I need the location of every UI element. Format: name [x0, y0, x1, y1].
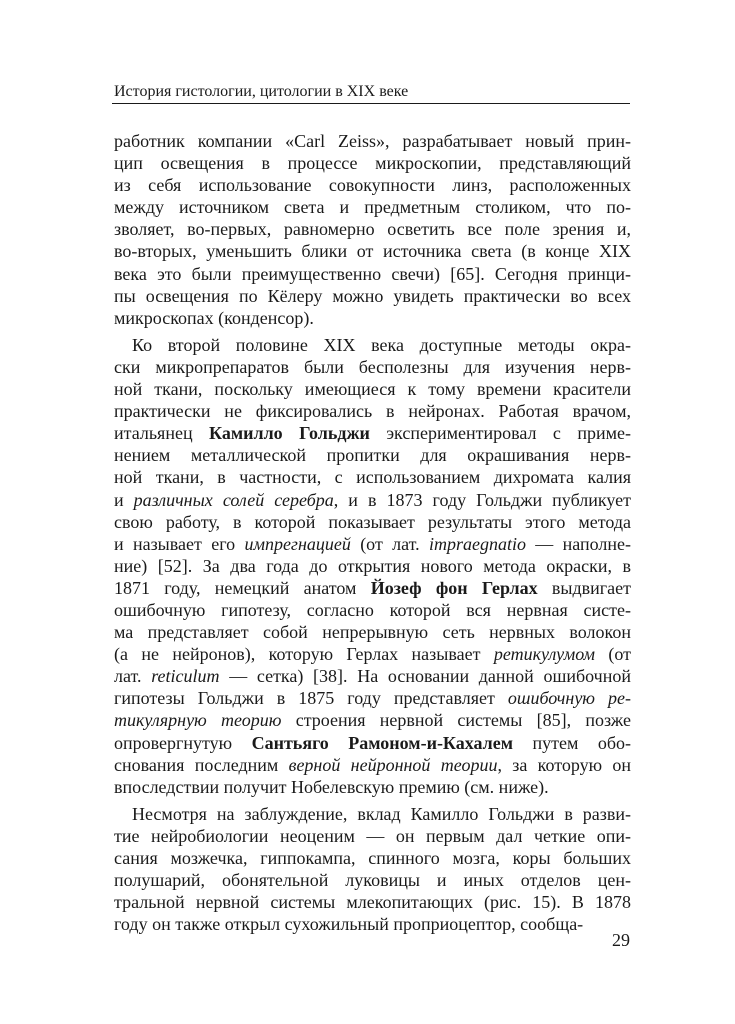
page-number: 29 [612, 930, 630, 950]
text-run: (а не нейронов), которую Герлах называет [114, 644, 494, 665]
text-run: экспериментировал с приме- [369, 423, 631, 444]
text-line [114, 803, 631, 825]
text-line [114, 378, 631, 400]
text-run: Ко второй половине XIX века доступные методы окра- [132, 334, 631, 355]
paragraph-3 [114, 803, 631, 936]
text-run: выдвигает [537, 577, 631, 598]
text-line [114, 869, 631, 891]
paragraph-2 [114, 334, 631, 798]
running-head: История гистологии, цитологии в XIX веке [114, 83, 409, 100]
italic-term: impraegnatio [428, 533, 526, 554]
text-run: ошибочную гипотезу, согласно которой вся нервная систе- [114, 599, 631, 620]
text-line [114, 334, 631, 356]
text-line [114, 555, 631, 577]
text-run: нением металлической пропитки для окрашивания нерв- [114, 445, 631, 466]
text-line [114, 130, 631, 152]
text-run: тие нейробиологии неоценим — он первым дал четкие опи- [114, 825, 631, 846]
text-run: итальянец [114, 423, 210, 444]
text-run: и [114, 489, 134, 510]
text-run: впоследствии получит Нобелевскую премию (см. ниже). [114, 776, 549, 797]
text-run: из себя использование совокупности линз, расположенных [114, 175, 631, 196]
text-run: пы освещения по Кёлеру можно увидеть практически во всех [114, 285, 631, 306]
text-run: ски микропрепаратов были бесполезны для изучения нерв- [114, 356, 631, 377]
text-run: ма представляет собой непрерывную сеть нервных волокон [114, 622, 631, 643]
italic-term: импрегнацией [244, 533, 351, 554]
italic-term: reticulum [151, 666, 220, 687]
bold-name: Камилло Гольджи [209, 423, 370, 444]
text-line [114, 400, 631, 422]
text-run: ной ткани, поскольку имеющиеся к тому времени красители [114, 379, 631, 400]
italic-term: тикулярную теорию [114, 710, 282, 731]
text-line [114, 577, 631, 599]
text-line [114, 754, 631, 776]
text-run: , и в 1873 году Гольджи публикует [333, 489, 631, 510]
text-run: (от [595, 644, 631, 665]
text-line [114, 891, 631, 913]
italic-term: ретикулумом [493, 644, 595, 665]
text-run: году он также открыл сухожильный проприоцептор, сообща- [114, 914, 584, 935]
text-line [114, 825, 631, 847]
text-line [114, 444, 631, 466]
text-run: снования последним [114, 754, 289, 775]
italic-term: верной нейронной теории [288, 754, 498, 775]
text-run: сания мозжечка, гиппокампа, спинного мозга, коры больших [114, 848, 631, 868]
text-run: века это были преимущественно свечи) [65]. Сегодня принци- [114, 263, 631, 284]
text-run: зволяет, во-первых, равномерно осветить все поле зрения и, [114, 219, 631, 240]
text-line [114, 621, 631, 643]
text-line [114, 533, 631, 555]
text-run: и называет его [114, 533, 245, 554]
text-run: ние) [52]. За два года до открытия нового метода окраски, в [114, 555, 631, 576]
italic-term: различных солей серебра [133, 489, 334, 510]
text-line [114, 263, 631, 285]
text-run: ной ткани, в частности, с использованием дихромата калия [114, 467, 631, 488]
text-run: путем обо- [513, 732, 631, 753]
bold-name: Сантьяго Рамоном-и-Кахалем [251, 732, 514, 753]
text-body [114, 130, 631, 935]
text-run: во-вторых, уменьшить блики от источника света (в конце XIX [114, 241, 631, 262]
bold-name: Йозеф фон Герлах [370, 577, 538, 598]
running-head-rule [112, 103, 630, 104]
text-line [114, 913, 631, 935]
text-line [114, 196, 631, 218]
text-run: опровергнутую [114, 732, 252, 753]
text-line [114, 776, 631, 798]
text-run: лат. [114, 666, 152, 687]
text-line [114, 489, 631, 511]
text-line [114, 174, 631, 196]
text-line [114, 152, 631, 174]
text-run: тральной нервной системы млекопитающих (рис. 15). В 1878 [114, 892, 631, 913]
text-line [114, 240, 631, 262]
text-line [114, 847, 631, 869]
text-line [114, 218, 631, 240]
text-run: полушарий, обонятельной луковицы и иных отделов цен- [114, 870, 631, 891]
text-run: строения нервной системы [85], позже [281, 710, 631, 731]
text-line [114, 732, 631, 754]
text-run: гипотезы Гольджи в 1875 году представляет [114, 688, 508, 709]
text-run: Несмотря на заблуждение, вклад Камилло Гольджи в разви- [132, 803, 631, 824]
text-line [114, 599, 631, 621]
text-line [114, 285, 631, 307]
text-run: практически не фиксировались в нейронах. Работая врачом, [114, 401, 631, 422]
text-line [114, 356, 631, 378]
text-run: (от лат. [350, 533, 429, 554]
italic-term: ошибочную ре- [507, 688, 631, 709]
text-run: микроскопах (конденсор). [114, 307, 314, 328]
text-line [114, 422, 631, 444]
text-line [114, 511, 631, 533]
text-run: свою работу, в которой показывает результаты этого метода [114, 511, 631, 532]
text-run: — сетка) [38]. На основании данной ошибочной [219, 666, 631, 687]
text-line [114, 643, 631, 665]
text-run: между источником света и предметным столиком, что по- [114, 197, 631, 218]
text-run: 1871 году, немецкий анатом [114, 577, 371, 598]
text-run: работник компании «Carl Zeiss», разрабатывает новый прин- [114, 131, 631, 151]
text-run: , за которую он [497, 754, 631, 775]
text-line [114, 307, 631, 329]
text-line [114, 466, 631, 488]
text-line [114, 665, 631, 687]
text-line [114, 709, 631, 731]
text-run: цип освещения в процессе микроскопии, представляющий [114, 153, 631, 174]
text-line [114, 687, 631, 709]
text-run: — наполне- [525, 533, 631, 554]
paragraph-1 [114, 130, 631, 329]
